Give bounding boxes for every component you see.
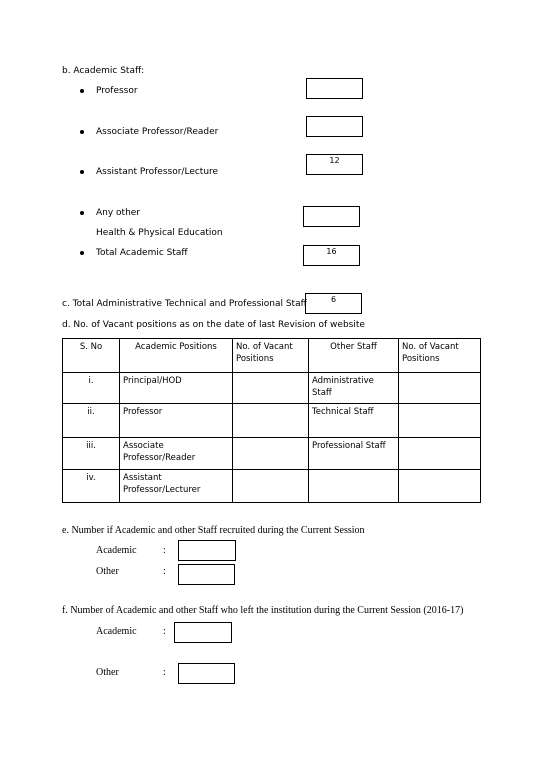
recruited-academic-label: Academic	[96, 545, 137, 556]
other-vacant-count-cell[interactable]	[399, 373, 481, 404]
position-cell: Professor	[120, 404, 233, 438]
other-staff-cell: Administrative Staff	[309, 373, 399, 404]
vacant-positions-table	[62, 338, 481, 503]
vacant-count-cell[interactable]	[233, 373, 309, 404]
other-staff-cell	[309, 470, 399, 503]
assistant-professor-count-field[interactable]: 12	[306, 154, 363, 175]
left-heading: f. Number of Academic and other Staff who left the institution during the Current Session (2016-17)	[62, 605, 464, 616]
admin-staff-label: c. Total Administrative Technical and Professional Staff	[62, 299, 307, 309]
sno-cell: iii.	[63, 438, 120, 470]
any-other-label: Any other	[96, 208, 141, 218]
recruited-other-field[interactable]	[178, 564, 235, 585]
colon: :	[163, 626, 166, 637]
recruited-heading: e. Number if Academic and other Staff recruited during the Current Session	[62, 525, 365, 536]
bullet-icon	[80, 130, 84, 134]
professor-count-field[interactable]	[306, 78, 363, 99]
academic-positions-header: Academic Positions	[120, 339, 233, 373]
left-other-label: Other	[96, 667, 119, 678]
sno-header: S. No	[63, 339, 120, 373]
other-vacant-count-cell[interactable]	[399, 470, 481, 503]
vacant-count-cell[interactable]	[233, 404, 309, 438]
other-vacant-header: No. of Vacant Positions	[399, 339, 481, 373]
recruited-academic-field[interactable]	[178, 540, 236, 561]
admin-staff-count-field[interactable]: 6	[305, 293, 362, 314]
other-staff-header: Other Staff	[309, 339, 399, 373]
vacant-count-cell[interactable]	[233, 470, 309, 503]
vacant-count-cell[interactable]	[233, 438, 309, 470]
left-academic-label: Academic	[96, 626, 137, 637]
colon: :	[163, 566, 166, 577]
colon: :	[163, 667, 166, 678]
table-row	[63, 470, 481, 503]
table-row	[63, 373, 481, 404]
academic-staff-heading: b. Academic Staff:	[62, 66, 145, 76]
other-vacant-count-cell[interactable]	[399, 404, 481, 438]
other-staff-cell: Professional Staff	[309, 438, 399, 470]
associate-professor-label: Associate Professor/Reader	[96, 127, 219, 137]
total-academic-staff-label: Total Academic Staff	[96, 248, 188, 258]
other-staff-cell: Technical Staff	[309, 404, 399, 438]
table-row	[63, 438, 481, 470]
sno-cell: i.	[63, 373, 120, 404]
position-cell: Principal/HOD	[120, 373, 233, 404]
bullet-icon	[80, 89, 84, 93]
position-cell: Assistant Professor/Lecturer	[120, 470, 233, 503]
professor-label: Professor	[96, 86, 138, 96]
table-row	[63, 404, 481, 438]
position-cell: Associate Professor/Reader	[120, 438, 233, 470]
academic-vacant-header: No. of Vacant Positions	[233, 339, 309, 373]
table-header-row	[63, 339, 481, 373]
associate-professor-count-field[interactable]	[306, 116, 363, 137]
bullet-icon	[80, 251, 84, 255]
left-other-field[interactable]	[178, 663, 235, 684]
vacant-positions-heading: d. No. of Vacant positions as on the date of last Revision of website	[62, 320, 365, 330]
assistant-professor-label: Assistant Professor/Lecture	[96, 167, 219, 177]
health-physical-education-label: Health & Physical Education	[96, 228, 223, 238]
bullet-icon	[80, 170, 84, 174]
sno-cell: iv.	[63, 470, 120, 503]
colon: :	[163, 545, 166, 556]
left-academic-field[interactable]	[174, 622, 232, 643]
sno-cell: ii.	[63, 404, 120, 438]
any-other-count-field[interactable]	[303, 206, 360, 227]
total-academic-staff-field[interactable]: 16	[303, 245, 360, 266]
bullet-icon	[80, 211, 84, 215]
recruited-other-label: Other	[96, 566, 119, 577]
other-vacant-count-cell[interactable]	[399, 438, 481, 470]
